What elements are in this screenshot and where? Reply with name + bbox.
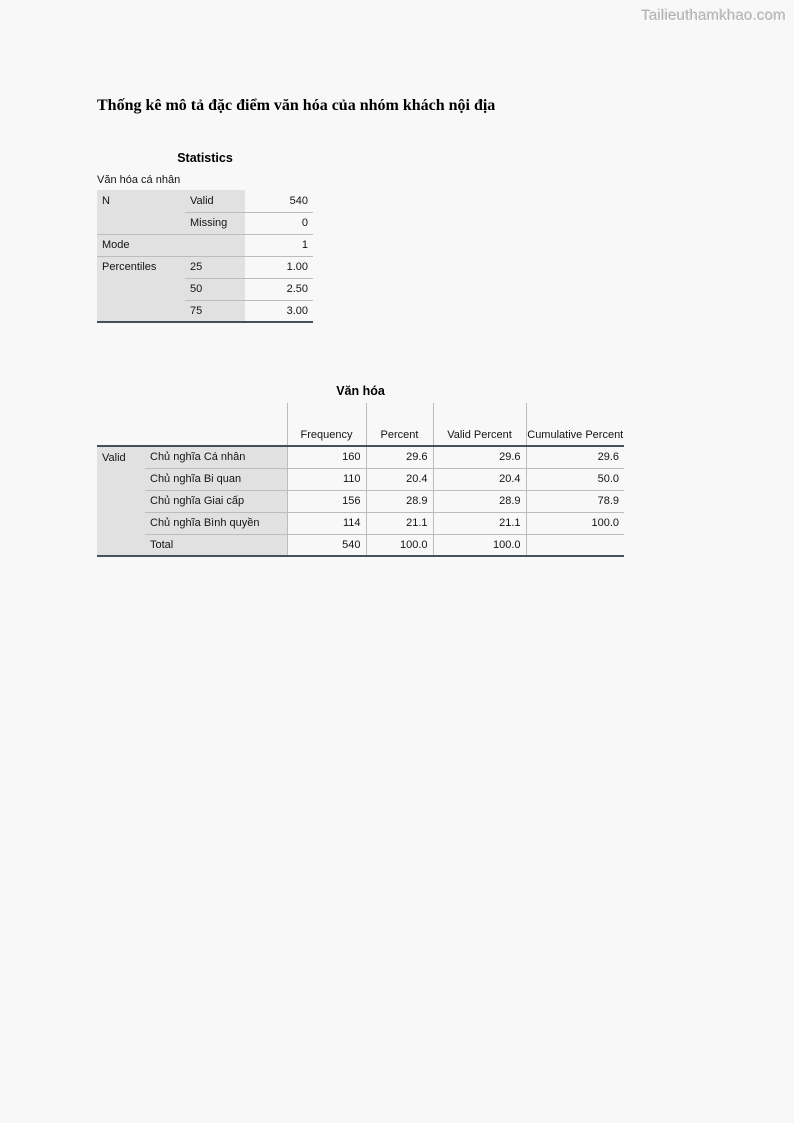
- freq-cell-frequency: 110: [287, 468, 366, 490]
- stat-row-label: Percentiles: [97, 256, 185, 278]
- stat-row-label: [97, 300, 185, 322]
- table-row: [97, 490, 624, 512]
- freq-cell-cumulative-percent: 78.9: [526, 490, 624, 512]
- freq-cell-label: Chủ nghĩa Giai cấp: [145, 490, 287, 512]
- freq-cell-valid-percent: 100.0: [433, 534, 526, 556]
- frequency-table: [97, 403, 624, 557]
- stat-row-sublabel: Valid: [185, 190, 245, 212]
- stat-row-sublabel: 75: [185, 300, 245, 322]
- stat-row-value: 0: [245, 212, 313, 234]
- freq-cell-percent: 29.6: [366, 446, 433, 468]
- freq-cell-valid-percent: 21.1: [433, 512, 526, 534]
- freq-cell-label: Chủ nghĩa Cá nhân: [145, 446, 287, 468]
- freq-row-group: Valid: [97, 446, 145, 556]
- page-title: Thống kê mô tả đặc điểm văn hóa của nhóm khách nội địa: [97, 97, 496, 114]
- table-row: [97, 278, 313, 300]
- freq-cell-cumulative-percent: [526, 534, 624, 556]
- table-row: [97, 512, 624, 534]
- stat-row-label: N: [97, 190, 185, 212]
- freq-header-stub: [97, 403, 287, 446]
- frequency-section: [97, 384, 624, 557]
- watermark: Tailieuthamkhao.com: [641, 7, 786, 24]
- stat-row-sublabel: 25: [185, 256, 245, 278]
- freq-cell-valid-percent: 20.4: [433, 468, 526, 490]
- freq-cell-percent: 100.0: [366, 534, 433, 556]
- freq-cell-label: Total: [145, 534, 287, 556]
- freq-cell-percent: 28.9: [366, 490, 433, 512]
- stat-row-sublabel: Missing: [185, 212, 245, 234]
- table-row: [97, 256, 313, 278]
- stat-row-value: 2.50: [245, 278, 313, 300]
- freq-cell-label: Chủ nghĩa Bình quyền: [145, 512, 287, 534]
- statistics-table-title: Statistics: [177, 151, 233, 165]
- table-row: [97, 534, 624, 556]
- table-row: [97, 234, 313, 256]
- stat-row-label: Mode: [97, 234, 185, 256]
- freq-cell-percent: 20.4: [366, 468, 433, 490]
- stat-row-label: [97, 212, 185, 234]
- table-row: [97, 468, 624, 490]
- freq-cell-cumulative-percent: 50.0: [526, 468, 624, 490]
- stat-row-value: 1.00: [245, 256, 313, 278]
- statistics-section: [97, 151, 313, 323]
- freq-cell-percent: 21.1: [366, 512, 433, 534]
- stat-row-sublabel: 50: [185, 278, 245, 300]
- freq-cell-frequency: 540: [287, 534, 366, 556]
- table-row: [97, 212, 313, 234]
- freq-cell-label: Chủ nghĩa Bi quan: [145, 468, 287, 490]
- table-header-row: [97, 403, 624, 446]
- freq-header-percent: Percent: [366, 403, 433, 446]
- freq-cell-valid-percent: 29.6: [433, 446, 526, 468]
- freq-cell-frequency: 114: [287, 512, 366, 534]
- freq-header-cumulative-percent: Cumulative Percent: [526, 403, 624, 446]
- stat-row-label: [97, 278, 185, 300]
- stat-row-sublabel: [185, 234, 245, 256]
- stat-row-value: 3.00: [286, 304, 308, 317]
- freq-cell-frequency: 156: [287, 490, 366, 512]
- table-row: [97, 190, 313, 212]
- freq-header-frequency: Frequency: [287, 403, 366, 446]
- freq-cell-cumulative-percent: 29.6: [526, 446, 624, 468]
- freq-cell-valid-percent: 28.9: [433, 490, 526, 512]
- table-row: [97, 300, 313, 322]
- freq-cell-frequency: 160: [287, 446, 366, 468]
- stat-row-value: 1: [245, 234, 313, 256]
- stat-row-value: 540: [245, 190, 313, 212]
- freq-cell-cumulative-percent: 100.0: [526, 512, 624, 534]
- statistics-table-caption: Văn hóa cá nhân: [97, 174, 181, 186]
- frequency-table-title: Văn hóa: [336, 384, 385, 398]
- freq-header-valid-percent: Valid Percent: [433, 403, 526, 446]
- table-row: [97, 446, 624, 468]
- statistics-table: [97, 190, 313, 323]
